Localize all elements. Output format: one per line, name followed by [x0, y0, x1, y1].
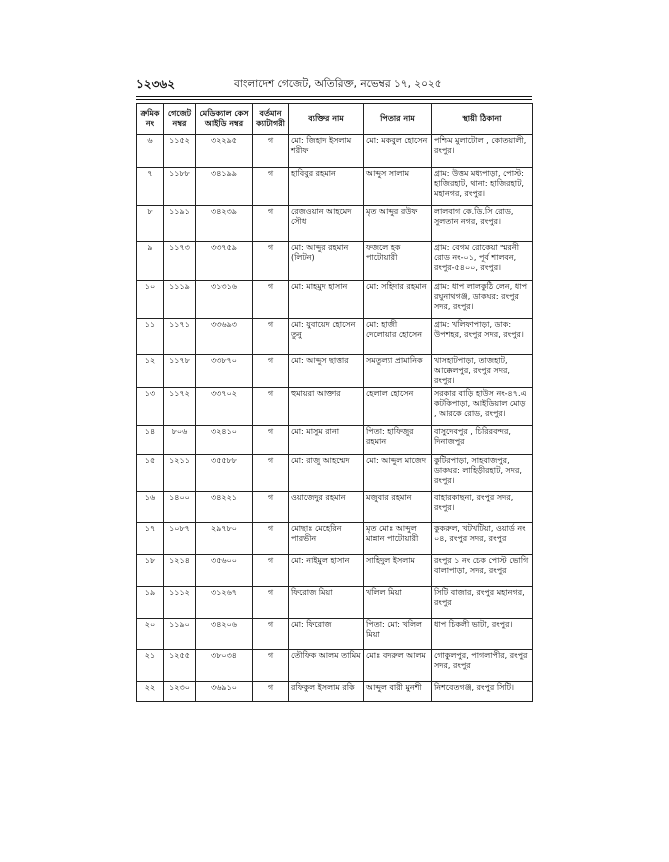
table-row [137, 355, 533, 388]
cell-category: গ [253, 319, 289, 355]
table-row [137, 242, 533, 281]
table-row [137, 682, 533, 702]
cell-serial: ২১ [137, 650, 164, 682]
cell-name: মো: জিহাদ ইসলাম শরীফ [289, 135, 364, 168]
cell-address: বাহারকাছনা, রংপুর সদর, রংপুর। [432, 492, 533, 523]
cell-medical: ৩৪১৯৯ [196, 168, 253, 206]
cell-address: গ্রাম: খলিফাপাড়া, ডাক: উপশহর, রংপুর সদর, রংপুর। [432, 319, 533, 355]
cell-address: সিটি বাজার, রংপুর মহানগর, রংপুর [432, 587, 533, 619]
cell-father: পিতা: মো: খলিল মিয়া [364, 619, 432, 650]
table-row [137, 281, 533, 319]
cell-serial: ১৮ [137, 555, 164, 587]
cell-category: গ [253, 650, 289, 682]
column-header: বর্তমান ক্যাটাগরী [253, 104, 289, 135]
table-row [137, 523, 533, 555]
page-header [136, 76, 532, 96]
table-row [137, 619, 533, 650]
cell-serial: ১৩ [137, 388, 164, 426]
cell-name: মো: ফিরোজ [289, 619, 364, 650]
cell-address: গ্রাম: ধাপ লালকুঠি লেন, ধাপ রঘুনাথগঞ্জ, ডাকঘর: রংপুর সদর, রংপুর। [432, 281, 533, 319]
table-row [137, 168, 533, 206]
cell-serial: ১০ [137, 281, 164, 319]
table-header-row [137, 104, 533, 135]
cell-category: গ [253, 555, 289, 587]
cell-category: গ [253, 168, 289, 206]
cell-name: মো: মাহমুদ হাসান [289, 281, 364, 319]
cell-gazette: ১১৭১ [164, 319, 196, 355]
cell-name: মো: আব্দুস ছাত্তার [289, 355, 364, 388]
cell-gazette: ১১৭৮ [164, 355, 196, 388]
cell-medical: ৩৮০৩৪ [196, 650, 253, 682]
cell-gazette: ১১৯০ [164, 619, 196, 650]
cell-serial: ২২ [137, 682, 164, 702]
cell-gazette: ১১৮৮ [164, 168, 196, 206]
cell-address: গ্রাম: বেগম রোকেয়া স্মরনী রোড নং-০১, পূর্ব শালবন, রংপুর-৫৪০০, রংপুর। [432, 242, 533, 281]
cell-address: বাসুদেবপুর , চিরিরবন্দর, দিনাজপুর [432, 426, 533, 455]
page-number: ১২৩৬২ [136, 77, 175, 91]
cell-name: হুমায়রা আক্তার [289, 388, 364, 426]
cell-father: মোঃ বদরুল আলম [364, 650, 432, 682]
cell-father: ফজলে হক পাটোয়ারী [364, 242, 432, 281]
cell-name: মো: মাসুম রানা [289, 426, 364, 455]
table-row [137, 455, 533, 492]
column-header: মেডিক্যাল কেস আইডি নম্বর [196, 104, 253, 135]
gazette-table [136, 103, 533, 702]
cell-gazette: ১০৮৭ [164, 523, 196, 555]
cell-category: গ [253, 619, 289, 650]
table-row [137, 135, 533, 168]
cell-name: মোছাঃ মেহেরিন পারভীন [289, 523, 364, 555]
cell-address: নিশবেতগঞ্জ, রংপুর সিটি। [432, 682, 533, 702]
gazette-header-title: বাংলাদেশ গেজেট, অতিরিক্ত, নভেম্বর ১৭, ২০২৫ [234, 78, 442, 90]
cell-medical: ৩৩৮৭০ [196, 355, 253, 388]
cell-father: আব্দুল বারী মুনশী [364, 682, 432, 702]
cell-medical: ৩৫৬০০ [196, 555, 253, 587]
header-rule [136, 96, 532, 97]
table-row [137, 587, 533, 619]
cell-father: মো: মকবুল হোসেন [364, 135, 432, 168]
cell-name: মো: রাজু আহম্মেদ [289, 455, 364, 492]
cell-medical: ৩৩৬৯৩ [196, 319, 253, 355]
cell-father: পিতা: হাফিজুর রহমান [364, 426, 432, 455]
cell-address: খাসহাটপাড়া, তাজহাট, আক্কেলপুর, রংপুর সদর, রংপুর। [432, 355, 533, 388]
cell-name: রেজওয়ান আহমেদ সৌধ [289, 206, 364, 242]
cell-category: গ [253, 492, 289, 523]
cell-gazette: ১২১৪ [164, 555, 196, 587]
cell-medical: ২৯৭৮০ [196, 523, 253, 555]
column-header: গেজেট নম্বর [164, 104, 196, 135]
cell-serial: ৮ [137, 206, 164, 242]
cell-father: আব্দুস সালাম [364, 168, 432, 206]
cell-father: মৃত মোঃ আব্দুল মান্নান পাটোয়ারী [364, 523, 432, 555]
header-rule-double [136, 99, 532, 100]
cell-name: তৌফিক আলম তামিম [289, 650, 364, 682]
table-row [137, 650, 533, 682]
cell-medical: ৩৬৯১০ [196, 682, 253, 702]
cell-medical: ৩৩৭৫৯ [196, 242, 253, 281]
cell-name: ওয়াজেদুর রহমান [289, 492, 364, 523]
cell-medical: ৩১২৬৭ [196, 587, 253, 619]
cell-gazette: ১৪০০ [164, 492, 196, 523]
cell-serial: ১৪ [137, 426, 164, 455]
cell-serial: ১৭ [137, 523, 164, 555]
table-body [137, 135, 533, 702]
cell-category: গ [253, 281, 289, 319]
cell-address: রংপুর ১ নং চেক পোস্ট ভোগি বালাপাড়া, সদর, রংপুর [432, 555, 533, 587]
cell-gazette: ১১৭২ [164, 388, 196, 426]
cell-category: গ [253, 587, 289, 619]
cell-address: ধাপ চিকলী ভাটা, রংপুর। [432, 619, 533, 650]
table-row [137, 319, 533, 355]
cell-medical: ৩৪২০৬ [196, 619, 253, 650]
cell-father: মো: হাজী দেলোয়ার হোসেন [364, 319, 432, 355]
column-header: ক্রমিক নং [137, 104, 164, 135]
table-row [137, 555, 533, 587]
cell-name: রফিকুল ইসলাম রকি [289, 682, 364, 702]
cell-serial: ১৬ [137, 492, 164, 523]
cell-medical: ৩২৪১০ [196, 426, 253, 455]
cell-category: গ [253, 355, 289, 388]
cell-name: মো: আব্দুর রহমান (লিটন) [289, 242, 364, 281]
cell-serial: ২০ [137, 619, 164, 650]
cell-father: মো: সহিদার রহমান [364, 281, 432, 319]
table-row [137, 492, 533, 523]
cell-medical: ৩২২৯৫ [196, 135, 253, 168]
cell-father: মৃত আব্দুর রউফ [364, 206, 432, 242]
cell-gazette: ৮০৬ [164, 426, 196, 455]
cell-medical: ৩১৩১৬ [196, 281, 253, 319]
cell-father: খলিল মিয়া [364, 587, 432, 619]
cell-medical: ৩৪২৩৯ [196, 206, 253, 242]
cell-category: গ [253, 682, 289, 702]
cell-address: পশ্চিম মুলাটোল , কোতয়ালী, রংপুর। [432, 135, 533, 168]
table-row [137, 426, 533, 455]
cell-name: মো: নাইমুল হাসান [289, 555, 364, 587]
cell-address: গোকুলপুর, পাগলাপীর, রংপুর সদর, রংপুর [432, 650, 533, 682]
column-header: স্থায়ী ঠিকানা [432, 104, 533, 135]
cell-father: মো: আব্দুল মাজেদ [364, 455, 432, 492]
cell-serial: ৬ [137, 135, 164, 168]
cell-father: মজুবার রহমান [364, 492, 432, 523]
cell-name: ফিরোজ মিয়া [289, 587, 364, 619]
cell-gazette: ১১১৯ [164, 281, 196, 319]
cell-address: কুকরুল, খটখটিয়া, ওয়ার্ড নং ০৪, রংপুর সদর, রংপুর [432, 523, 533, 555]
cell-gazette: ১১৯১ [164, 206, 196, 242]
cell-medical: ৩৪২২১ [196, 492, 253, 523]
cell-gazette: ১২১১ [164, 455, 196, 492]
cell-father: হেলাল হোসেন [364, 388, 432, 426]
cell-name: হাবিবুর রহমান [289, 168, 364, 206]
cell-address: কুটিরপাড়া, সাহবাজপুর, ডাকঘর: লাহিড়ীরহাট, সদর, রংপুর। [432, 455, 533, 492]
cell-category: গ [253, 206, 289, 242]
cell-serial: ১৫ [137, 455, 164, 492]
cell-father: সাহিদুল ইসলাম [364, 555, 432, 587]
cell-gazette: ১২৫৫ [164, 650, 196, 682]
cell-medical: ৩৫৫৮৮ [196, 455, 253, 492]
cell-medical: ৩৩৭০২ [196, 388, 253, 426]
cell-serial: ৭ [137, 168, 164, 206]
table-row [137, 388, 533, 426]
cell-category: গ [253, 135, 289, 168]
cell-gazette: ১১১২ [164, 587, 196, 619]
cell-category: গ [253, 455, 289, 492]
cell-address: সরকার বাড়ি হাউস নং-৪৭.এ কটকিপাড়া, আইডিয়াল মোড় , আরকে রোড, রংপুর। [432, 388, 533, 426]
cell-father: সমতুল্যা প্রামানিক [364, 355, 432, 388]
cell-category: গ [253, 242, 289, 281]
cell-serial: ১৯ [137, 587, 164, 619]
table-row [137, 206, 533, 242]
cell-category: গ [253, 523, 289, 555]
cell-serial: ১১ [137, 319, 164, 355]
cell-category: গ [253, 388, 289, 426]
cell-category: গ [253, 426, 289, 455]
cell-gazette: ১১৭৩ [164, 242, 196, 281]
cell-address: গ্রাম: উত্তম মধ্যপাড়া, পোস্ট: হাজিরহাট, থানা: হাজিরহাট, মহানগর, রংপুর। [432, 168, 533, 206]
column-header: পিতার নাম [364, 104, 432, 135]
cell-gazette: ১১৫২ [164, 135, 196, 168]
cell-serial: ৯ [137, 242, 164, 281]
cell-serial: ১২ [137, 355, 164, 388]
column-header: ব্যক্তির নাম [289, 104, 364, 135]
cell-gazette: ১২৩০ [164, 682, 196, 702]
cell-name: মো: যুবায়েদ হোসেন তুনু [289, 319, 364, 355]
cell-address: লালবাগ কে.ডি.সি রোড, সুলতান নগর, রংপুর। [432, 206, 533, 242]
